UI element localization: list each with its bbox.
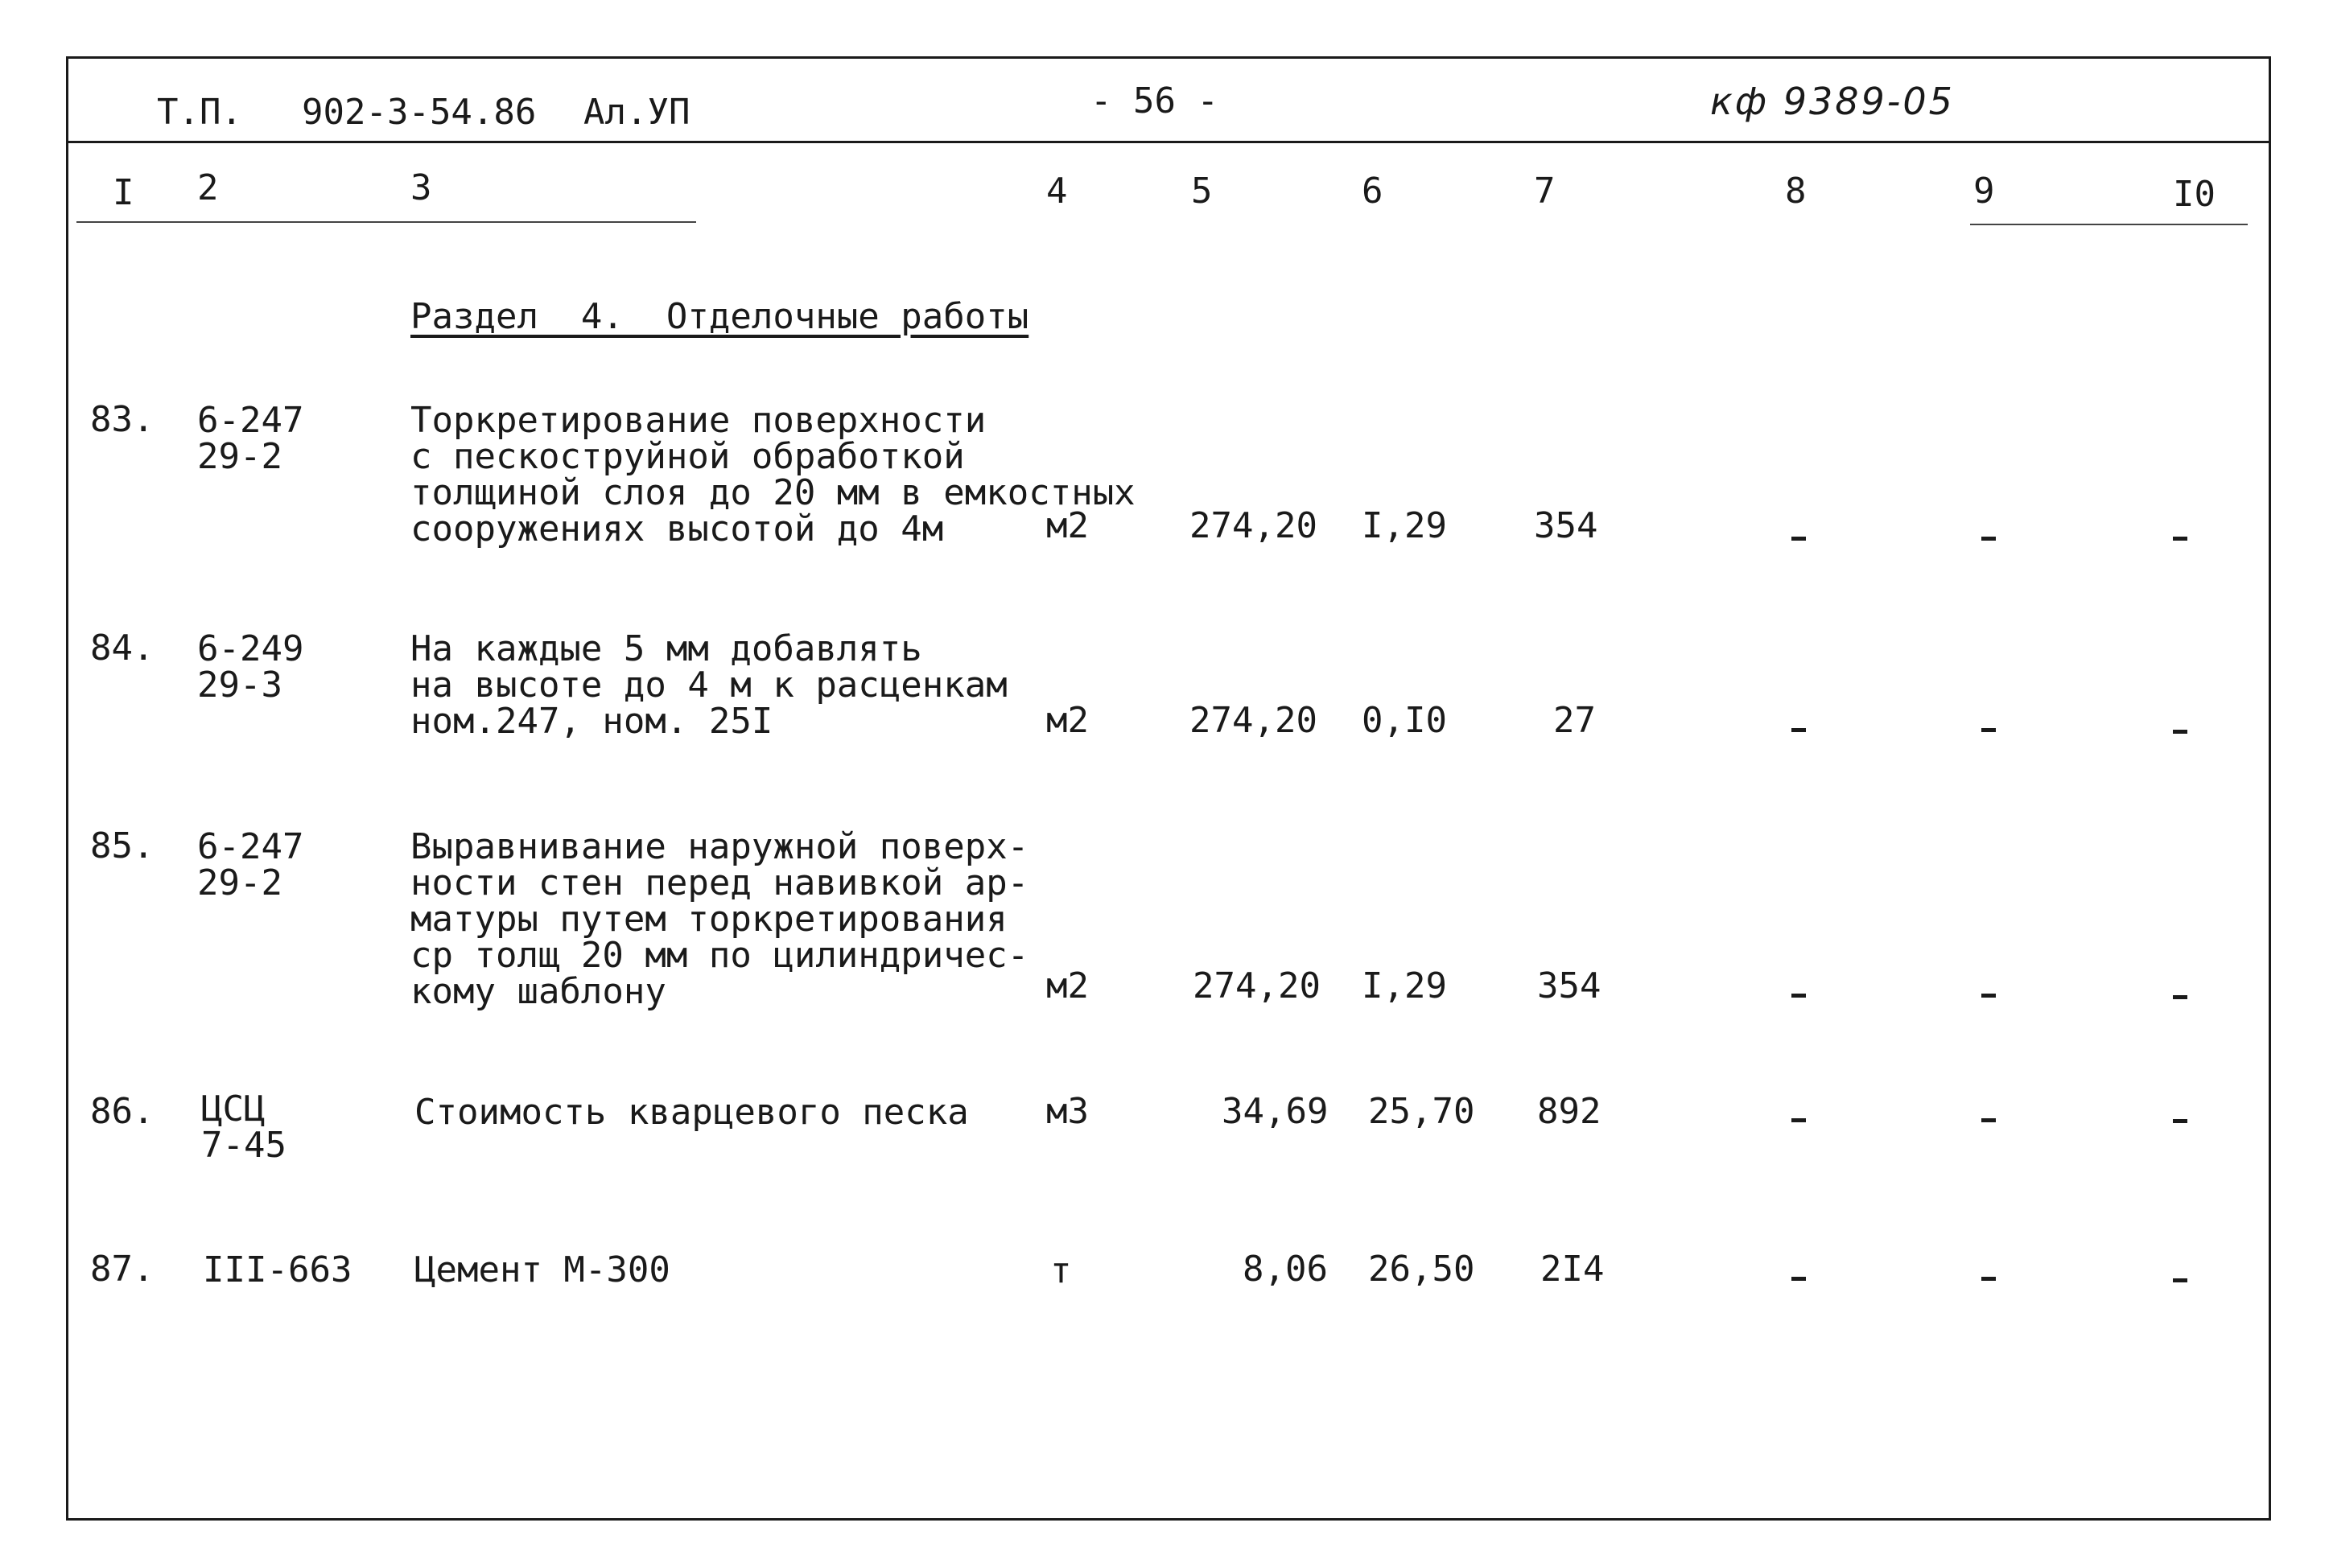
row-total: 27	[1553, 700, 1596, 741]
row-unit-price: 26,50	[1368, 1249, 1475, 1290]
page-frame	[66, 56, 2271, 1521]
page-number: - 56 -	[1090, 80, 1218, 121]
row-unit: м2	[1046, 505, 1089, 546]
row-description: Стоимость кварцевого песка	[414, 1092, 969, 1133]
row-description: Цемент М-300	[414, 1249, 670, 1290]
row-col9-dash	[1981, 1118, 1996, 1122]
row-col9-dash	[1981, 1277, 1996, 1281]
row-total: 892	[1537, 1091, 1601, 1132]
row-number: 86.	[90, 1091, 155, 1132]
col-header-4: 4	[1046, 171, 1068, 212]
col-header-6: 6	[1362, 171, 1383, 212]
row-unit-price: 0,I0	[1362, 700, 1447, 741]
row-unit: т	[1050, 1250, 1072, 1291]
header-underline-left	[76, 221, 696, 223]
row-col10-dash	[2173, 730, 2187, 734]
row-col8-dash	[1791, 728, 1806, 732]
col-header-8: 8	[1785, 171, 1807, 212]
row-description: Торкретирование поверхности с пескоструйной обработкой толщиной слоя до 20 мм в емкостных сооружениях высотой до 4м	[410, 400, 1136, 549]
row-quantity: 34,69	[1222, 1091, 1329, 1132]
row-code: ЦСЦ 7-45	[201, 1089, 286, 1166]
row-total: 354	[1537, 965, 1601, 1006]
col-header-5: 5	[1191, 171, 1213, 212]
row-description: На каждые 5 мм добавлять на высоте до 4 м к расценкам ном.247, ном. 25I	[410, 628, 1008, 742]
col-header-10: I0	[2173, 174, 2216, 215]
row-code: 6-249 29-3	[197, 628, 304, 706]
col-header-3: 3	[410, 167, 432, 208]
row-col8-dash	[1791, 1277, 1806, 1281]
row-number: 83.	[90, 399, 155, 440]
row-description: Выравнивание наружной поверх- ности стен перед навивкой ар- матуры путем торкретирования ср толщ 20 мм по цилиндричес- кому шаблону	[410, 826, 1029, 1012]
row-col10-dash	[2173, 537, 2187, 541]
header-underline-right	[1970, 224, 2248, 225]
row-unit-price: I,29	[1362, 505, 1447, 546]
row-quantity: 274,20	[1189, 700, 1317, 741]
row-unit-price: I,29	[1362, 965, 1447, 1006]
col-header-2: 2	[197, 167, 219, 208]
row-number: 84.	[90, 628, 155, 669]
row-number: 87.	[90, 1249, 155, 1290]
row-col10-dash	[2173, 1119, 2187, 1123]
col-header-7: 7	[1534, 171, 1556, 212]
row-quantity: 274,20	[1193, 965, 1321, 1006]
col-header-9: 9	[1973, 171, 1995, 212]
row-unit: м3	[1046, 1091, 1089, 1132]
row-quantity: 274,20	[1189, 505, 1317, 546]
row-col10-dash	[2173, 995, 2187, 999]
row-col9-dash	[1981, 728, 1996, 732]
album-label: Ал.УП	[583, 92, 690, 133]
col-header-1: I	[113, 172, 134, 213]
row-col8-dash	[1791, 994, 1806, 998]
row-unit-price: 25,70	[1368, 1091, 1475, 1132]
row-unit: м2	[1046, 965, 1089, 1006]
row-code: 6-247 29-2	[197, 826, 304, 903]
stamp-number: кф 9389-05	[1710, 80, 1955, 123]
row-quantity: 8,06	[1243, 1249, 1328, 1290]
row-col8-dash	[1791, 1118, 1806, 1122]
row-col9-dash	[1981, 994, 1996, 998]
row-col10-dash	[2173, 1278, 2187, 1282]
header-divider	[66, 141, 2271, 143]
doc-number: 902-3-54.86	[302, 92, 537, 133]
row-col9-dash	[1981, 537, 1996, 541]
doc-prefix: Т.П.	[157, 92, 242, 133]
row-unit: м2	[1046, 700, 1089, 741]
row-number: 85.	[90, 825, 155, 866]
row-code: 6-247 29-2	[197, 400, 304, 477]
section-title: Раздел 4. Отделочные работы	[410, 296, 1029, 337]
row-total: 354	[1534, 505, 1598, 546]
row-code: III-663	[203, 1249, 352, 1290]
row-total: 2I4	[1540, 1249, 1605, 1290]
row-col8-dash	[1791, 537, 1806, 541]
